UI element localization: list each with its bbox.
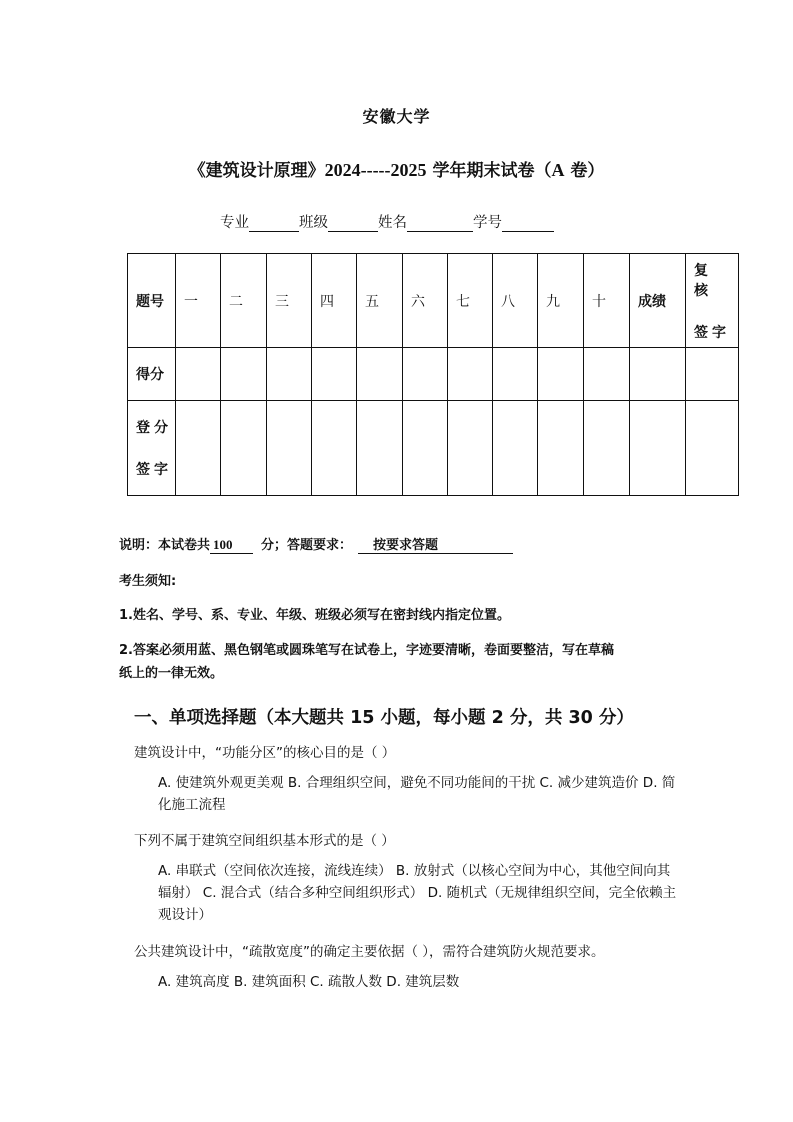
question-2-options: A. 串联式（空间依次连接，流线连续） B. 放射式（以核心空间为中心，其他空间向其辐射） C. 混合式（结合多种空间组织形式） D. 随机式（无规律组织空间，完全依赖主观设计） — [158, 863, 677, 923]
total-points: 100 — [210, 537, 253, 554]
name-field[interactable] — [407, 215, 473, 232]
col-header-8: 八 — [493, 254, 538, 348]
score-cell[interactable] — [493, 348, 538, 401]
col-header-2: 二 — [221, 254, 267, 348]
col-header-6: 六 — [403, 254, 448, 348]
question-3-options: A. 建筑高度 B. 建筑面积 C. 疏散人数 D. 建筑层数 — [158, 974, 460, 990]
table-row-question-numbers — [128, 254, 739, 348]
review-label-line2: 签字 — [694, 324, 730, 341]
major-field[interactable] — [249, 215, 299, 232]
review-label-line1: 复 核 — [694, 262, 712, 299]
signature-cell[interactable] — [403, 401, 448, 496]
question-1-options: A. 使建筑外观更美观 B. 合理组织空间，避免不同功能间的干扰 C. 减少建筑造价 D. 简化施工流程 — [158, 775, 676, 813]
signature-cell[interactable] — [493, 401, 538, 496]
signature-cell-review[interactable] — [686, 401, 739, 496]
table-row-signature — [128, 401, 739, 496]
col-header-10: 十 — [584, 254, 630, 348]
signature-cell[interactable] — [312, 401, 357, 496]
col-header-review — [686, 254, 739, 348]
name-label: 姓名 — [378, 215, 407, 231]
score-cell-review[interactable] — [686, 348, 739, 401]
section-heading: 一、单项选择题（本大题共 15 小题，每小题 2 分，共 30 分） — [134, 708, 634, 728]
note-middle: 分；答题要求： — [261, 538, 353, 553]
signature-cell-total[interactable] — [630, 401, 686, 496]
score-cell-total[interactable] — [630, 348, 686, 401]
question-1-stem: 建筑设计中，“功能分区”的核心目的是（ ） — [134, 745, 396, 761]
col-header-3: 三 — [267, 254, 312, 348]
col-header-total: 成绩 — [630, 254, 686, 348]
score-cell[interactable] — [538, 348, 584, 401]
major-label: 专业 — [220, 215, 249, 231]
col-header-4: 四 — [312, 254, 357, 348]
score-cell[interactable] — [357, 348, 403, 401]
score-cell[interactable] — [584, 348, 630, 401]
table-row-score — [128, 348, 739, 401]
paper-suffix: 卷） — [564, 161, 605, 181]
notice-rule-1: 1.姓名、学号、系、专业、年级、班级必须写在密封线内指定位置。 — [119, 608, 510, 623]
signature-cell[interactable] — [584, 401, 630, 496]
score-cell[interactable] — [448, 348, 493, 401]
col-header-7: 七 — [448, 254, 493, 348]
score-cell[interactable] — [176, 348, 221, 401]
title-suffix: 学年期末试卷（ — [426, 161, 552, 181]
question-number-header: 题号 — [128, 254, 176, 348]
col-header-1: 一 — [176, 254, 221, 348]
signature-label-line1: 登分 — [136, 420, 172, 436]
exam-title — [0, 156, 793, 181]
signature-cell[interactable] — [221, 401, 267, 496]
note-prefix: 说明：本试卷共 — [119, 538, 211, 553]
student-info-line — [220, 211, 554, 232]
notice-rule-2-line2: 纸上的一律无效。 — [119, 666, 224, 681]
score-table — [127, 253, 739, 496]
score-cell[interactable] — [312, 348, 357, 401]
answer-requirement: 按要求答题 — [358, 534, 513, 554]
signature-row-label — [128, 401, 176, 496]
signature-cell[interactable] — [448, 401, 493, 496]
course-name: 《建筑设计原理》 — [188, 161, 325, 181]
notice-rule-2-line1: 2.答案必须用蓝、黑色钢笔或圆珠笔写在试卷上，字迹要清晰，卷面要整洁，写在草稿 — [119, 643, 614, 658]
signature-cell[interactable] — [538, 401, 584, 496]
question-3-stem: 公共建筑设计中，“疏散宽度”的确定主要依据（ ），需符合建筑防火规范要求。 — [134, 944, 605, 960]
exam-note — [119, 534, 513, 554]
class-label: 班级 — [299, 215, 328, 231]
score-cell[interactable] — [267, 348, 312, 401]
notice-title: 考生须知: — [119, 574, 177, 589]
score-cell[interactable] — [221, 348, 267, 401]
score-cell[interactable] — [403, 348, 448, 401]
col-header-5: 五 — [357, 254, 403, 348]
question-2-stem: 下列不属于建筑空间组织基本形式的是（ ） — [134, 833, 395, 849]
paper-letter: A — [551, 160, 565, 180]
exam-years: 2024-----2025 — [324, 160, 427, 180]
student-id-label: 学号 — [473, 215, 502, 231]
signature-cell[interactable] — [357, 401, 403, 496]
col-header-9: 九 — [538, 254, 584, 348]
score-row-label: 得分 — [128, 348, 176, 401]
university-name: 安徽大学 — [362, 107, 431, 126]
signature-cell[interactable] — [176, 401, 221, 496]
student-id-field[interactable] — [502, 215, 554, 232]
signature-cell[interactable] — [267, 401, 312, 496]
signature-label-line2: 签字 — [136, 462, 172, 478]
class-field[interactable] — [328, 215, 378, 232]
